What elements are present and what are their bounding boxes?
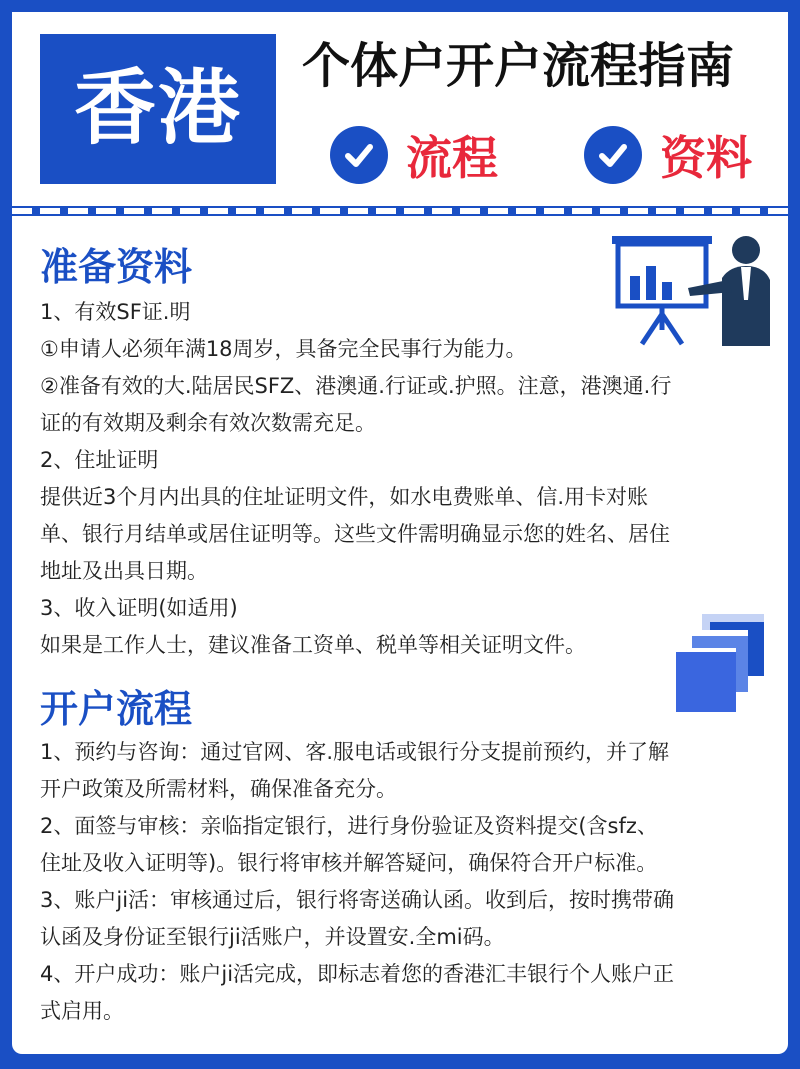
prep-line: 2、住址证明: [40, 448, 159, 472]
process-line: 开户政策及所需材料，确保准备充分。: [40, 777, 397, 801]
prep-body: [40, 294, 671, 664]
logo-badge: [40, 34, 276, 184]
content-panel: [12, 216, 788, 1054]
tag-flow: [330, 124, 498, 186]
section-title-prep: 准备资料: [40, 245, 193, 289]
prep-line: 地址及出具日期。: [40, 559, 208, 583]
page-title: 个体户开户流程指南: [302, 38, 735, 94]
stacked-documents-icon: [672, 612, 770, 712]
prep-line: 单、银行月结单或居住证明等。这些文件需明确显示您的姓名、居住: [40, 522, 670, 546]
prep-line: ②准备有效的大.陆居民SFZ、港澳通.行证或.护照。注意，港澳通.行: [40, 374, 672, 398]
prep-line: 1、有效SF证.明: [40, 300, 191, 324]
prep-line: ①申请人必须年满18周岁，具备完全民事行为能力。: [40, 337, 527, 361]
logo-text: 香港: [73, 61, 242, 156]
process-line: 认函及身份证至银行ji活账户，并设置安.全mi码。: [40, 925, 505, 949]
prep-line: 3、收入证明(如适用): [40, 596, 238, 620]
prep-line: 如果是工作人士，建议准备工资单、税单等相关证明文件。: [40, 633, 586, 657]
header-panel: [12, 12, 788, 206]
process-line: 住址及收入证明等)。银行将审核并解答疑问，确保符合开户标准。: [40, 851, 658, 875]
check-icon: [330, 126, 388, 184]
section-title-process: 开户流程: [40, 687, 193, 731]
process-line: 3、账户ji活：审核通过后，银行将寄送确认函。收到后，按时携带确: [40, 888, 675, 912]
tag-docs-label: 资料: [660, 131, 752, 185]
tag-flow-label: 流程: [406, 131, 498, 185]
prep-line: 证的有效期及剩余有效次数需充足。: [40, 411, 376, 435]
tag-docs: [584, 124, 752, 186]
dashed-divider: [12, 206, 788, 216]
process-body: [40, 734, 674, 1030]
process-line: 1、预约与咨询：通过官网、客.服电话或银行分支提前预约，并了解: [40, 740, 670, 764]
check-icon: [584, 126, 642, 184]
prep-line: 提供近3个月内出具的住址证明文件，如水电费账单、信.用卡对账: [40, 485, 649, 509]
process-line: 式启用。: [40, 999, 124, 1023]
process-line: 2、面签与审核：亲临指定银行，进行身份验证及资料提交(含sfz、: [40, 814, 658, 838]
process-line: 4、开户成功：账户ji活完成，即标志着您的香港汇丰银行个人账户正: [40, 962, 675, 986]
